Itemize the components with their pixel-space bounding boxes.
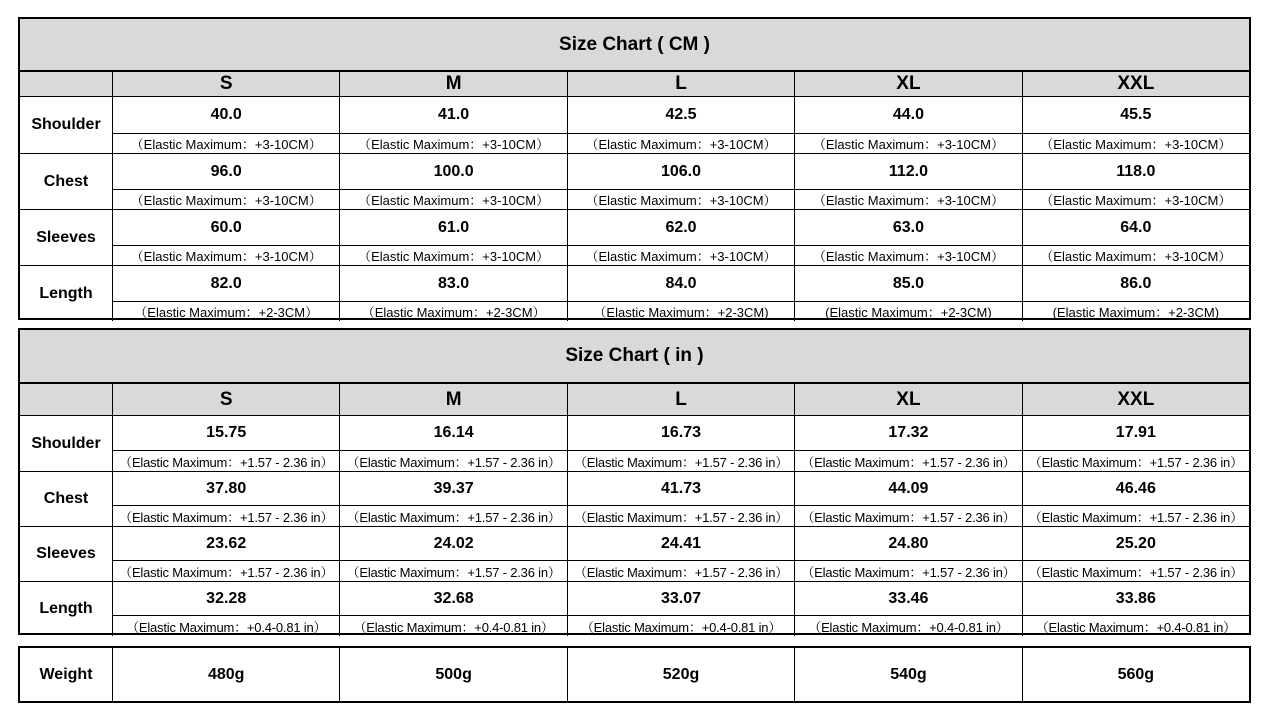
- table-cell: [567, 266, 794, 321]
- cell-note: （Elastic Maximum：+3-10CM）: [568, 189, 794, 209]
- cell-value: 60.0: [210, 218, 242, 236]
- table-cell: [794, 210, 1021, 265]
- table-cell: [339, 210, 566, 265]
- header-corner: [20, 384, 113, 415]
- cell-note: （Elastic Maximum：+1.57 - 2.36 in）: [113, 560, 339, 581]
- cell-note: （Elastic Maximum：+1.57 - 2.36 in）: [568, 450, 794, 471]
- table-cell: [113, 210, 339, 265]
- cell-value: 82.0: [210, 274, 242, 292]
- size-header-xxl: XXL: [1022, 384, 1249, 415]
- cell-note: （Elastic Maximum：+2-3CM): [568, 301, 794, 321]
- size-header-xl: XL: [794, 384, 1021, 415]
- cell-note: （Elastic Maximum：+1.57 - 2.36 in）: [340, 450, 566, 471]
- cell-note: （Elastic Maximum：+1.57 - 2.36 in）: [340, 505, 566, 526]
- table-cell: [1022, 266, 1249, 321]
- cell-value: 46.46: [1115, 479, 1156, 497]
- size-header-s: S: [219, 388, 233, 410]
- cell-value: 62.0: [665, 218, 697, 236]
- cell-value: 84.0: [665, 274, 697, 292]
- cell-value: 112.0: [888, 162, 928, 180]
- cell-value: 44.0: [892, 106, 924, 123]
- table-cell: [339, 266, 566, 321]
- cell-value: 44.09: [888, 479, 929, 497]
- cell-note: （Elastic Maximum：+1.57 - 2.36 in）: [568, 505, 794, 526]
- table-cell: [567, 154, 794, 209]
- cell-note: （Elastic Maximum：+3-10CM）: [113, 189, 339, 209]
- cell-value: 33.46: [888, 589, 929, 607]
- table-cell: [113, 266, 339, 321]
- table-cell: [567, 472, 794, 526]
- size-chart-cm: [18, 17, 1251, 320]
- cell-value: 41.73: [660, 479, 702, 497]
- size-header-l: L: [567, 72, 794, 96]
- cell-note: （Elastic Maximum：+3-10CM）: [568, 245, 794, 265]
- table-row: [20, 97, 1249, 153]
- size-header-l: L: [567, 384, 794, 415]
- table-cell: [1022, 210, 1249, 265]
- cell-note: （Elastic Maximum：+3-10CM）: [1023, 133, 1249, 153]
- table-cell: [113, 472, 339, 526]
- cell-note: （Elastic Maximum：+3-10CM）: [568, 133, 794, 153]
- table-cell: [794, 154, 1021, 209]
- cell-value: 15.75: [206, 424, 247, 441]
- size-header-row: [20, 384, 1249, 416]
- table-cell: [794, 416, 1021, 471]
- row-label-length: Length: [20, 266, 113, 321]
- cell-value: 61.0: [438, 218, 470, 236]
- table-cell: [794, 582, 1021, 636]
- table-cell: [567, 416, 794, 471]
- cell-value: 40.0: [210, 106, 242, 123]
- row-label-weight: Weight: [20, 648, 113, 701]
- table-cell: [1022, 582, 1249, 636]
- cell-value: 45.5: [1120, 106, 1152, 123]
- table-cell: [567, 210, 794, 265]
- row-label-length: Length: [20, 582, 113, 636]
- table-row: [20, 581, 1249, 636]
- cell-note: （Elastic Maximum：+1.57 - 2.36 in）: [1023, 505, 1249, 526]
- table-row: [20, 471, 1249, 526]
- cell-value: 24.41: [660, 534, 702, 552]
- row-label-shoulder: Shoulder: [20, 97, 113, 153]
- table-cell: [113, 527, 339, 581]
- cell-note: （Elastic Maximum：+0.4-0.81 in）: [795, 615, 1021, 636]
- size-header-xxl: XXL: [1022, 72, 1249, 96]
- cell-value: 39.37: [433, 479, 474, 497]
- cell-note: （Elastic Maximum：+3-10CM）: [795, 189, 1021, 209]
- cell-value: 41.0: [438, 106, 470, 123]
- cell-note: （Elastic Maximum：+3-10CM）: [113, 245, 339, 265]
- cell-note: （Elastic Maximum：+1.57 - 2.36 in）: [795, 560, 1021, 581]
- weight-table: [18, 646, 1251, 703]
- cell-value: 32.68: [433, 589, 474, 607]
- cell-note: （Elastic Maximum：+0.4-0.81 in）: [340, 615, 566, 636]
- table-row: [20, 416, 1249, 471]
- cell-note: （Elastic Maximum：+1.57 - 2.36 in）: [113, 505, 339, 526]
- cell-note: （Elastic Maximum：+1.57 - 2.36 in）: [795, 450, 1021, 471]
- cell-note: （Elastic Maximum：+3-10CM）: [795, 245, 1021, 265]
- weight-value-l: 520g: [567, 648, 794, 701]
- cell-note: （Elastic Maximum：+3-10CM）: [795, 133, 1021, 153]
- table-row: [20, 153, 1249, 209]
- cell-value: 24.80: [888, 534, 929, 552]
- weight-value-xl: 540g: [794, 648, 1021, 701]
- cell-value: 23.62: [206, 534, 247, 552]
- row-label-chest: Chest: [20, 154, 113, 209]
- cell-value: 17.91: [1115, 424, 1156, 441]
- cell-note: (Elastic Maximum：+2-3CM): [1023, 301, 1249, 321]
- row-label-sleeves: Sleeves: [20, 210, 113, 265]
- cell-value: 25.20: [1115, 534, 1156, 552]
- cell-value: 32.28: [206, 589, 247, 607]
- cell-value: 16.73: [660, 424, 702, 441]
- table-cell: [1022, 97, 1249, 153]
- table-cell: [113, 416, 339, 471]
- cell-note: （Elastic Maximum：+0.4-0.81 in）: [1023, 615, 1249, 636]
- cell-note: （Elastic Maximum：+1.57 - 2.36 in）: [340, 560, 566, 581]
- header-corner: [20, 72, 113, 96]
- cell-note: （Elastic Maximum：+1.57 - 2.36 in）: [1023, 450, 1249, 471]
- table-cell: [1022, 154, 1249, 209]
- cell-value: 85.0: [892, 274, 924, 292]
- cell-value: 33.86: [1115, 589, 1156, 607]
- cell-value: 37.80: [206, 479, 247, 497]
- cell-note: （Elastic Maximum：+1.57 - 2.36 in）: [1023, 560, 1249, 581]
- table-cell: [794, 97, 1021, 153]
- cell-value: 100.0: [433, 162, 474, 180]
- cell-value: 33.07: [660, 589, 702, 607]
- table-cell: [339, 472, 566, 526]
- row-label-chest: Chest: [20, 472, 113, 526]
- cell-note: （Elastic Maximum：+3-10CM）: [340, 245, 566, 265]
- cell-value: 42.5: [665, 106, 697, 123]
- cell-value: 64.0: [1120, 218, 1152, 236]
- size-chart-cm-title: Size Chart ( CM ): [20, 19, 1249, 72]
- row-label-sleeves: Sleeves: [20, 527, 113, 581]
- cell-note: （Elastic Maximum：+1.57 - 2.36 in）: [568, 560, 794, 581]
- cell-note: （Elastic Maximum：+3-10CM）: [113, 133, 339, 153]
- cell-note: （Elastic Maximum：+1.57 - 2.36 in）: [113, 450, 339, 471]
- table-cell: [339, 154, 566, 209]
- cell-note: （Elastic Maximum：+3-10CM）: [340, 189, 566, 209]
- weight-value-m: 500g: [339, 648, 566, 701]
- cell-note: （Elastic Maximum：+2-3CM）: [340, 301, 566, 321]
- cell-note: （Elastic Maximum：+3-10CM）: [1023, 189, 1249, 209]
- size-header-row: [20, 72, 1249, 97]
- table-cell: [339, 582, 566, 636]
- weight-value-s: 480g: [207, 665, 245, 683]
- cell-value: 96.0: [210, 162, 242, 180]
- cell-note: (Elastic Maximum：+2-3CM): [795, 301, 1021, 321]
- cell-value: 118.0: [1116, 162, 1156, 180]
- cell-note: （Elastic Maximum：+0.4-0.81 in）: [568, 615, 794, 636]
- table-cell: [1022, 472, 1249, 526]
- cell-value: 24.02: [433, 534, 474, 552]
- cell-value: 63.0: [892, 218, 924, 236]
- cell-value: 106.0: [660, 162, 702, 180]
- cell-value: 86.0: [1120, 274, 1152, 292]
- table-cell: [339, 97, 566, 153]
- table-cell: [339, 527, 566, 581]
- weight-value-xxl: 560g: [1022, 648, 1249, 701]
- size-chart-in-title: Size Chart ( in ): [20, 330, 1249, 384]
- size-header-m: M: [339, 72, 566, 96]
- table-cell: [567, 527, 794, 581]
- table-row: [20, 648, 1249, 701]
- cell-value: 16.14: [433, 424, 474, 441]
- size-chart-in: [18, 328, 1251, 635]
- size-header-xl: XL: [794, 72, 1021, 96]
- cell-note: （Elastic Maximum：+2-3CM）: [113, 301, 339, 321]
- cell-value: 83.0: [438, 274, 470, 292]
- table-cell: [794, 527, 1021, 581]
- table-cell: [1022, 527, 1249, 581]
- table-cell: [113, 582, 339, 636]
- size-header-m: M: [339, 384, 566, 415]
- table-cell: [113, 154, 339, 209]
- size-header-s: S: [219, 73, 233, 94]
- table-cell: [1022, 416, 1249, 471]
- table-cell: [567, 97, 794, 153]
- table-row: [20, 209, 1249, 265]
- table-cell: [794, 266, 1021, 321]
- table-cell: [339, 416, 566, 471]
- cell-note: （Elastic Maximum：+0.4-0.81 in）: [113, 615, 339, 636]
- cell-note: （Elastic Maximum：+3-10CM）: [340, 133, 566, 153]
- row-label-shoulder: Shoulder: [20, 416, 113, 471]
- table-cell: [567, 582, 794, 636]
- cell-value: 17.32: [888, 424, 929, 441]
- cell-note: （Elastic Maximum：+1.57 - 2.36 in）: [795, 505, 1021, 526]
- table-row: [20, 265, 1249, 321]
- table-cell: [794, 472, 1021, 526]
- table-cell: [113, 97, 339, 153]
- cell-note: （Elastic Maximum：+3-10CM）: [1023, 245, 1249, 265]
- table-row: [20, 526, 1249, 581]
